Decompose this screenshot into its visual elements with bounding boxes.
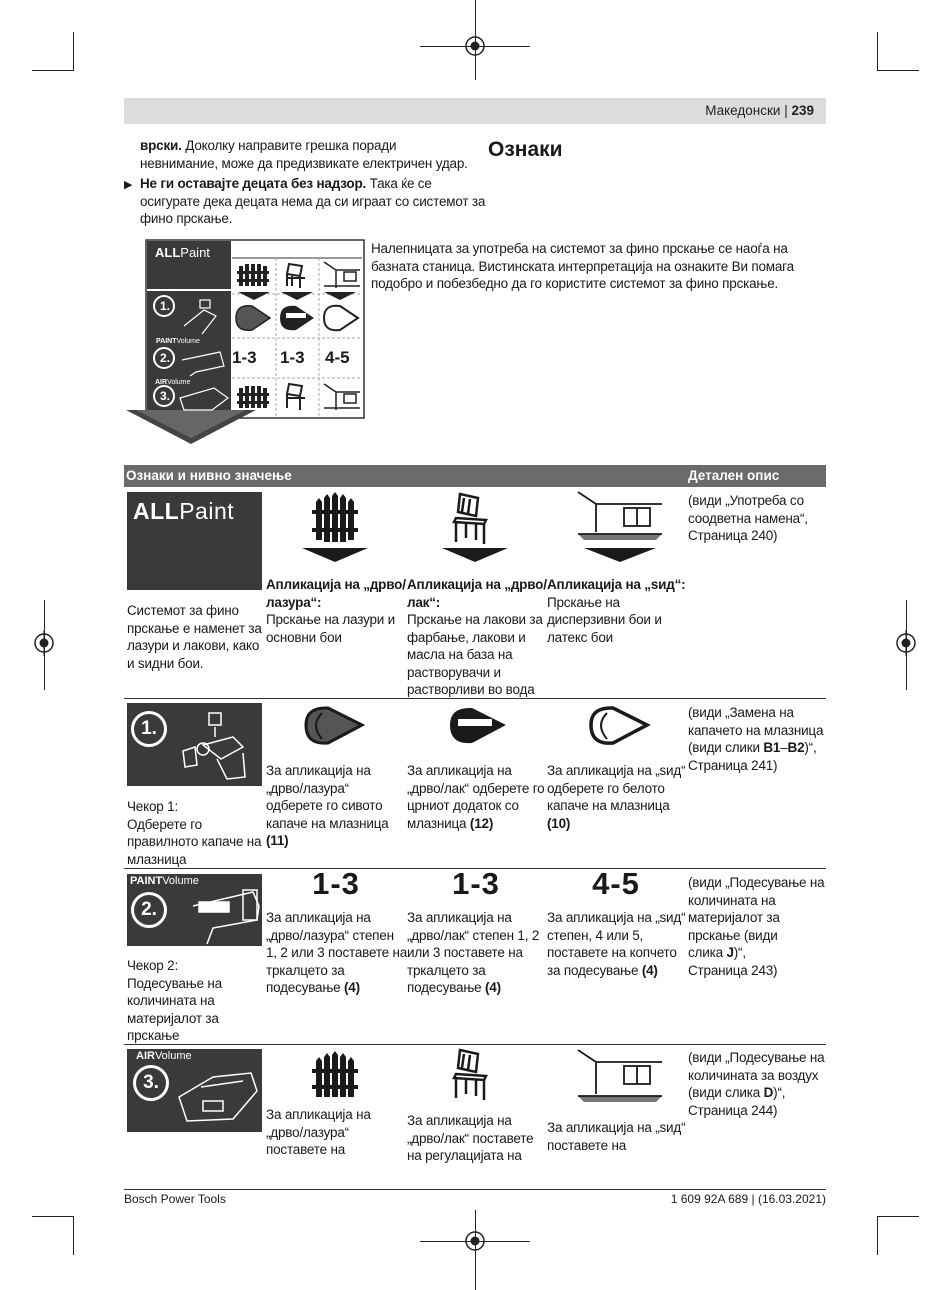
sticker-paint-label: [156, 338, 200, 345]
footer-brand: Bosch Power Tools: [124, 1192, 226, 1206]
row2-col2-line: За апликација на: [407, 763, 512, 778]
sticker-step-2: 2.: [160, 351, 171, 365]
row1-col3-line: дисперзивни бои и: [547, 612, 662, 627]
sticker-air-label: [155, 379, 190, 386]
page-header: [124, 98, 826, 124]
row3-col1-text: [266, 909, 407, 997]
row2-col2-ref: (12): [469, 815, 494, 831]
row3-left-line: Чекор 2:: [127, 958, 178, 973]
row1-col2-line: масла на база на: [407, 647, 513, 662]
step1-image-box: [127, 703, 262, 786]
row2-right-part: )“,: [804, 740, 817, 755]
row4-right-figure: D: [763, 1085, 774, 1100]
allpaint-logo: [133, 498, 234, 525]
row2-left-text: [127, 798, 261, 868]
row3-col1-line: подесување: [266, 980, 344, 995]
row2-left-line: Чекор 1:: [127, 799, 178, 814]
row3-right-part: слика: [688, 945, 727, 960]
row1-col2-line: растворувачи и: [407, 664, 501, 680]
row1-left-line: Системот за фино: [127, 603, 239, 618]
sticker-logo: [155, 245, 210, 260]
spray-gun-drawing: [173, 884, 261, 946]
paint-volume-light: Volume: [162, 875, 199, 887]
row3-col2-ref: (4): [484, 980, 501, 995]
row1-right-line: (види „Употреба со: [688, 493, 804, 508]
wall-room-icon: [576, 1048, 666, 1104]
row4-col2-line: За апликација на: [407, 1113, 512, 1128]
intro-rest: Доколку направите грешка поради: [181, 138, 397, 153]
row4-col1-line: За апликација на: [266, 1107, 371, 1122]
row3-left-line: прскање: [127, 1028, 180, 1043]
row3-col2-text: [407, 909, 539, 997]
row2-col1-line: „дрво/лазура“: [266, 780, 349, 796]
sticker-logo-light: Paint: [180, 245, 210, 260]
row1-col2-line: растворливи во вода: [407, 682, 535, 697]
row3-col3-line: за подесување: [547, 962, 642, 978]
sticker-num-3: 4-5: [325, 348, 350, 367]
air-volume-bold: AIR: [136, 1050, 155, 1062]
row2-col2-line: црниот додаток со: [407, 798, 519, 813]
row3-col2-line: За апликација на: [407, 910, 512, 925]
bullet-line3: фино прскање.: [140, 211, 233, 226]
row2-right-line: (види „Замена на: [688, 705, 794, 720]
row4-col3-text: [547, 1119, 685, 1154]
sticker-num-2: 1-3: [280, 348, 305, 367]
row3-right-part: )“,: [733, 945, 746, 960]
row3-col1-line: тркалцето за: [266, 962, 345, 978]
sticker-step-1: 1.: [160, 299, 171, 313]
sticker-air-light: Volume: [167, 379, 191, 386]
sticker-paint-bold: PAINT: [156, 338, 177, 345]
row3-col1-line: „дрво/лазура“ степен: [266, 927, 394, 943]
nozzle-change-drawing: [173, 707, 261, 785]
row2-col1-ref: (11): [266, 833, 289, 848]
sticker-paint-light: Volume: [176, 338, 200, 345]
step2-circle: 2.: [131, 892, 167, 928]
row1-col3-line: Прскање на: [547, 594, 620, 610]
step2-image-box: [127, 874, 262, 946]
table-header-right: Детален опис: [688, 468, 780, 483]
row1-left-line: лазури и лакови, како: [127, 638, 260, 653]
sticker-desc-line2: базната станица. Вистинската интерпретација на ознаките Ви помага: [371, 258, 794, 274]
row4-col1-line: „дрво/лазура“: [266, 1124, 349, 1140]
bullet-paragraph: [140, 175, 485, 228]
row3-right-line: количината на: [688, 892, 776, 908]
registration-mark-bottom: [462, 1228, 488, 1254]
row3-col3-ref: (4): [641, 962, 658, 978]
row4-right-line: (види „Подесување на: [688, 1050, 825, 1065]
row1-left-line: и ѕидни бои.: [127, 655, 204, 671]
row2-right-figure: B2: [787, 740, 805, 755]
row3-right-line: Страница 243): [688, 962, 778, 978]
sticker-desc-line3: подобро и побезбедно да го користите системот за фино прскање.: [371, 276, 779, 291]
row4-col2-line: „дрво/лак“ поставете: [407, 1130, 534, 1146]
bullet-rest: Така ќе се: [366, 176, 432, 191]
row3-left-line: количината на: [127, 993, 215, 1008]
row1-col1-text: [266, 576, 406, 646]
row1-right-line: соодветна намена“,: [688, 510, 808, 526]
row2-col1-line: капаче на млазница: [266, 815, 389, 831]
row1-col1-bold: лазура“:: [266, 594, 322, 610]
allpaint-logo-bold: ALL: [133, 498, 180, 524]
header-text: [705, 103, 814, 118]
row4-right-line: количината за воздух: [688, 1067, 819, 1083]
header-language: Македонски: [705, 103, 781, 118]
row1-col1-bold: Апликација на „дрво/: [266, 577, 406, 592]
row1-right-text: [688, 492, 808, 545]
sticker-desc-line1: Налепницата за употреба на системот за фино прскање се наоѓа на: [371, 241, 788, 256]
sticker-air-bold: AIR: [155, 379, 168, 386]
row2-col1-line: одберете го сивото: [266, 798, 383, 813]
section-title: Ознаки: [488, 138, 563, 161]
grey-nozzle-icon: [300, 703, 370, 749]
row1-col2-bold: лак“:: [407, 594, 441, 610]
row2-col1-text: [266, 762, 389, 850]
row4-col3-line: поставете на: [547, 1137, 627, 1153]
row2-right-figure: B1: [763, 740, 781, 755]
row2-right-line: Страница 241): [688, 757, 778, 773]
row3-number-1: 1-3: [312, 866, 360, 901]
row3-left-text: [127, 957, 222, 1045]
sticker-num-1: 1-3: [232, 348, 257, 367]
row2-col2-text: [407, 762, 544, 832]
bullet-line2: осигурате дека децата нема да си играат со системот за: [140, 193, 486, 209]
chair-icon: [440, 490, 510, 565]
row3-right-text: [688, 874, 824, 979]
row3-right-figure: J: [726, 945, 734, 960]
row1-col2-bold: Апликација на „дрво/: [407, 577, 547, 592]
paint-volume-bold: PAINT: [130, 875, 163, 887]
row2-left-line: млазница: [127, 851, 187, 867]
fence-icon: [300, 1049, 370, 1099]
row2-left-line: правилното капаче на: [127, 834, 262, 849]
sticker-step-3: 3.: [160, 389, 171, 403]
row3-col1-line: За апликација на: [266, 910, 371, 925]
table-header-left: Ознаки и нивно значење: [126, 468, 292, 483]
row3-col3-line: степен, 4 или 5,: [547, 927, 644, 943]
row3-col2-line: „дрво/лак“ степен 1, 2: [407, 927, 540, 943]
row1-col2-text: [407, 576, 547, 699]
footer-doc-id: 1 609 92A 689 | (16.03.2021): [670, 1192, 826, 1206]
black-nozzle-icon: [444, 703, 514, 749]
row4-col2-text: [407, 1112, 533, 1165]
sticker-description: [371, 240, 794, 293]
header-separator: |: [784, 103, 788, 118]
row2-col3-line: капаче на млазница: [547, 798, 670, 813]
registration-mark-top: [462, 33, 488, 59]
chair-icon: [440, 1046, 510, 1102]
row1-left-text: [127, 602, 262, 672]
row1-col1-line: Прскање на лазури и: [266, 612, 396, 627]
intro-line2: невнимание, може да предизвикате електричен удар.: [140, 155, 468, 171]
row2-right-part: –: [780, 740, 788, 755]
row2-col3-line: За апликација на „ѕид“: [547, 763, 686, 778]
row2-col2-line: млазница: [407, 815, 470, 831]
row3-number-3: 4-5: [592, 866, 640, 901]
row1-col1-line: основни бои: [266, 629, 342, 645]
row4-col3-line: За апликација на „ѕид“: [547, 1120, 686, 1135]
row3-col3-line: За апликација на „ѕид“: [547, 910, 686, 925]
row2-col3-text: [547, 762, 685, 832]
row1-col2-line: Прскање на лакови за: [407, 612, 543, 627]
row3-col3-text: [547, 909, 685, 979]
row3-col3-line: поставете на копчето: [547, 945, 677, 960]
wall-room-icon: [576, 490, 666, 565]
step1-circle: 1.: [131, 711, 167, 747]
allpaint-logo-light: Paint: [179, 498, 235, 524]
row2-right-line: капачето на млазница: [688, 722, 824, 738]
row4-col1-line: поставете на: [266, 1142, 346, 1157]
row2-col1-line: За апликација на: [266, 763, 371, 778]
intro-paragraph: [140, 137, 468, 172]
air-volume-light: Volume: [154, 1050, 192, 1062]
row4-right-part: )“,: [773, 1085, 786, 1100]
table-row-divider: [124, 1044, 826, 1045]
row1-col3-text: [547, 576, 685, 646]
row3-col1-line: 1, 2 или 3 поставете на: [266, 945, 408, 960]
row3-right-line: материјалот за: [688, 910, 780, 925]
row3-number-2: 1-3: [452, 866, 500, 901]
step3-circle: 3.: [133, 1065, 169, 1101]
row3-col2-line: подесување: [407, 980, 485, 995]
row4-col2-line: на регулацијата на: [407, 1148, 522, 1163]
row1-col2-line: фарбање, лакови и: [407, 629, 526, 645]
footer-divider: [124, 1189, 826, 1190]
page-number: 239: [791, 103, 814, 118]
row3-col2-line: тркалцето за: [407, 962, 486, 978]
row4-right-part: (види слика: [688, 1085, 764, 1100]
bullet-arrow-icon: ▶: [124, 179, 133, 191]
row3-right-line: (види „Подесување на: [688, 875, 825, 890]
row3-col2-line: или 3 поставете на: [407, 945, 523, 960]
allpaint-logo-box: [127, 492, 262, 590]
row2-col3-line: одберете го белото: [547, 780, 665, 796]
row3-left-line: материјалот за: [127, 1010, 219, 1026]
base-station-drawing: [173, 1057, 261, 1131]
row1-col3-line: латекс бои: [547, 629, 613, 645]
table-row-divider: [124, 698, 826, 699]
row1-right-line: Страница 240): [688, 528, 778, 543]
row2-left-line: Одберете го: [127, 816, 202, 832]
row1-left-line: прскање е наменет за: [127, 620, 262, 636]
row2-right-text: [688, 704, 823, 774]
row1-col3-bold: Апликација на „ѕид“:: [547, 577, 686, 592]
step3-image-box: [127, 1049, 262, 1132]
table-header: [124, 465, 826, 487]
row3-col1-ref: (4): [343, 980, 360, 995]
row2-right-part: (види слики: [688, 740, 764, 755]
row4-right-text: [688, 1049, 824, 1119]
bullet-bold: Не ги оставајте децата без надзор.: [140, 176, 367, 191]
sticker-logo-bold: ALL: [155, 245, 181, 260]
white-nozzle-icon: [585, 703, 655, 749]
row3-left-line: Подесување на: [127, 975, 222, 991]
row2-col2-line: „дрво/лак“ одберете го: [407, 780, 545, 796]
row3-right-line: прскање (види: [688, 927, 778, 943]
row2-col3-ref: (10): [547, 815, 571, 831]
intro-bold: врски.: [140, 138, 182, 153]
row4-col1-text: [266, 1106, 371, 1159]
fence-icon: [300, 490, 370, 565]
row4-right-line: Страница 244): [688, 1102, 778, 1118]
